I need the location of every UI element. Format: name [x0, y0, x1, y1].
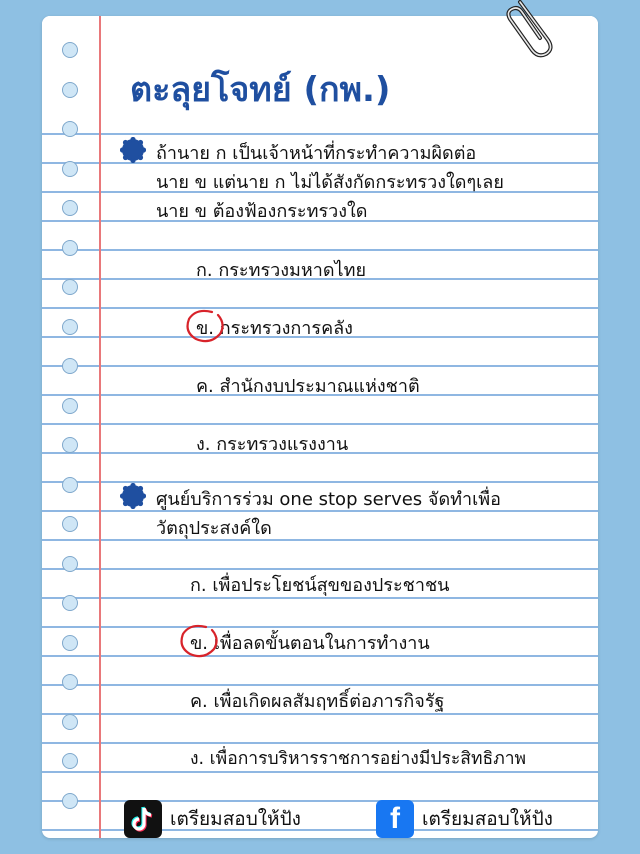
binder-hole — [62, 595, 78, 611]
bullet-icon — [120, 483, 146, 509]
binder-hole — [62, 200, 78, 216]
answer-option: ค. สำนักงบประมาณแห่งชาติ — [196, 376, 420, 397]
question-text-line: ถ้านาย ก เป็นเจ้าหน้าที่กระทำความผิดต่อ — [156, 143, 477, 164]
binder-hole — [62, 516, 78, 532]
bullet-icon — [120, 137, 146, 163]
binder-hole — [62, 437, 78, 453]
question-text-line: นาย ข แต่นาย ก ไม่ได้สังกัดกระทรวงใดๆเลย — [156, 172, 504, 193]
facebook-account-label: เตรียมสอบให้ปัง — [422, 808, 553, 830]
tiktok-account-label: เตรียมสอบให้ปัง — [170, 808, 301, 830]
binder-hole — [62, 82, 78, 98]
binder-hole — [62, 42, 78, 58]
binder-hole — [62, 753, 78, 769]
binder-hole — [62, 477, 78, 493]
binder-hole — [62, 240, 78, 256]
answer-option: ข. เพื่อลดขั้นตอนในการทำงาน — [190, 633, 430, 654]
facebook-icon: f — [376, 800, 414, 838]
binder-hole — [62, 556, 78, 572]
tiktok-icon — [124, 800, 162, 838]
binder-hole — [62, 319, 78, 335]
tiktok-account[interactable] — [124, 800, 301, 838]
margin-line — [99, 16, 101, 838]
answer-option: ง. กระทรวงแรงงาน — [196, 434, 349, 455]
answer-option: ก. กระทรวงมหาดไทย — [196, 260, 366, 281]
answer-circle-mark — [176, 621, 224, 661]
question-text-line: นาย ข ต้องฟ้องกระทรวงใด — [156, 201, 368, 222]
binder-hole — [62, 279, 78, 295]
binder-hole — [62, 793, 78, 809]
answer-circle-mark — [182, 306, 230, 346]
binder-hole — [62, 398, 78, 414]
binder-hole — [62, 358, 78, 374]
answer-option: ง. เพื่อการบริหารราชการอย่างมีประสิทธิภาพ — [190, 749, 527, 769]
answer-option: ข. กระทรวงการคลัง — [196, 318, 353, 339]
answer-option: ก. เพื่อประโยชน์สุขของประชาชน — [190, 575, 450, 596]
question-text-line: วัตถุประสงค์ใด — [156, 518, 272, 539]
binder-hole — [62, 635, 78, 651]
binder-hole — [62, 674, 78, 690]
question-text-line: ศูนย์บริการร่วม one stop serves จัดทำเพื่อ — [156, 489, 501, 510]
binder-hole — [62, 121, 78, 137]
paperclip-icon — [500, 0, 570, 64]
facebook-account[interactable] — [376, 800, 553, 838]
binder-hole — [62, 714, 78, 730]
answer-option: ค. เพื่อเกิดผลสัมฤทธิ์ต่อภารกิจรัฐ — [190, 691, 445, 712]
binder-hole — [62, 161, 78, 177]
page-title: ตะลุยโจทย์ (กพ.) — [130, 70, 391, 110]
